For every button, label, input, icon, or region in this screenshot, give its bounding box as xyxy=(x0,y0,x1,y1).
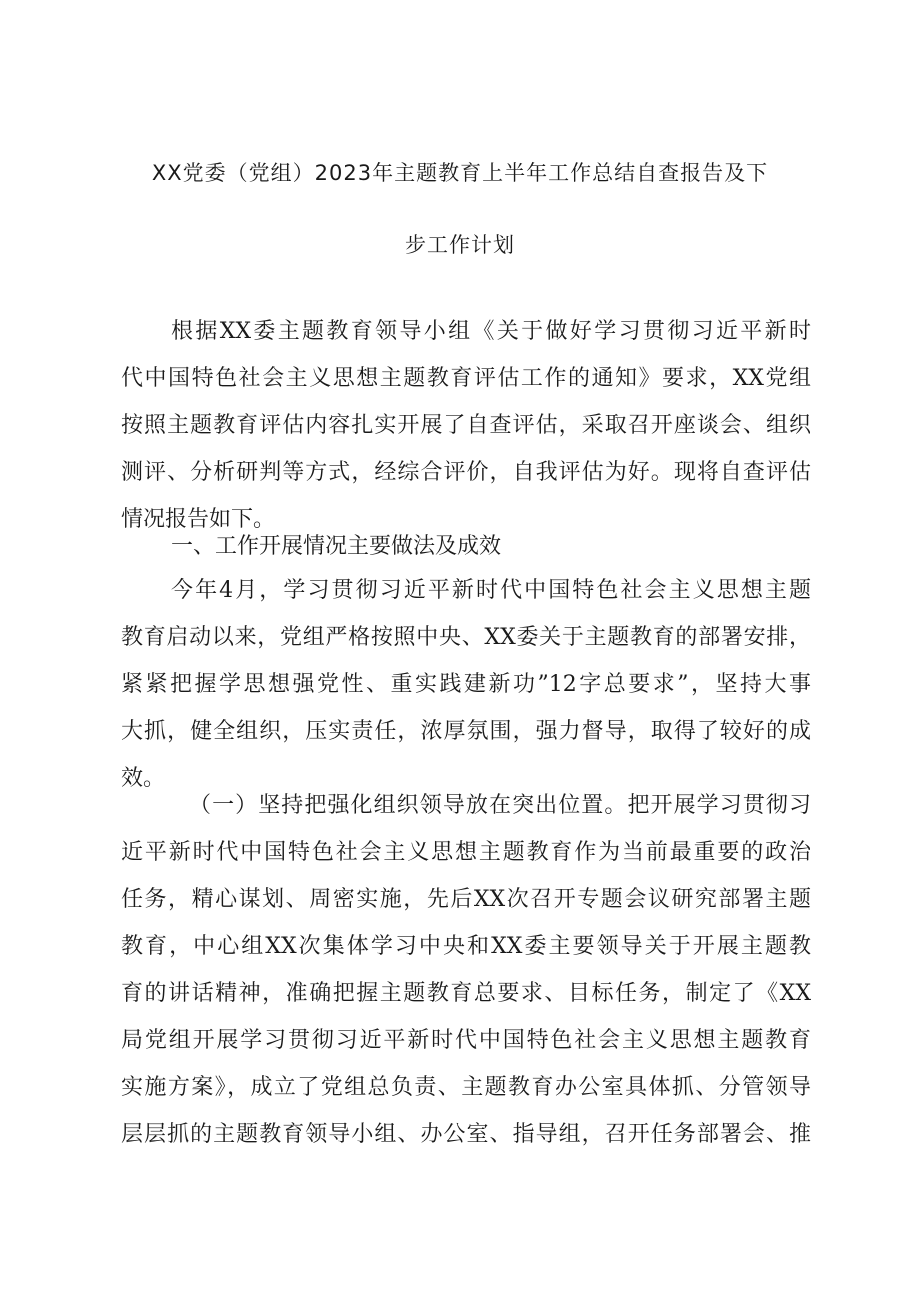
intro-paragraph xyxy=(121,308,811,543)
section-heading xyxy=(121,523,811,570)
paragraph-line: 大抓，健全组织，压实责任，浓厚氛围，强力督导，取得了较好的成 xyxy=(121,719,811,744)
paragraph-line: 教育启动以来，党组严格按照中央、XX委关于主题教育的部署安排， xyxy=(121,625,811,650)
paragraph-line: 情况报告如下。 xyxy=(121,507,276,532)
paragraph-line: 测评、分析研判等方式，经综合评价，自我评估为好。现将自查评估 xyxy=(121,460,811,485)
document-title-line-1: XX党委（党组）2023年主题教育上半年工作总结自查报告及下 xyxy=(151,161,769,185)
paragraph-line: 根据XX委主题教育领导小组《关于做好学习贯彻习近平新时 xyxy=(171,319,811,344)
paragraph-line: 紧紧把握学思想强党性、重实践建新功”12字总要求”，坚持大事 xyxy=(121,672,811,697)
body-paragraph xyxy=(121,567,811,802)
paragraph-line: 代中国特色社会主义思想主题教育评估工作的通知》要求，XX党组 xyxy=(121,366,811,391)
paragraph-line: 任务，精心谋划、周密实施，先后XX次召开专题会议研究部署主题 xyxy=(121,887,811,912)
document-title-line-2: 步工作计划 xyxy=(405,233,515,257)
paragraph-line: 实施方案》，成立了党组总负责、主题教育办公室具体抓、分管领导 xyxy=(121,1075,811,1100)
paragraph-line: 育的讲话精神，准确把握主题教育总要求、目标任务，制定了《XX xyxy=(121,981,811,1006)
section-heading-text: 一、工作开展情况主要做法及成效 xyxy=(171,534,502,559)
body-paragraph xyxy=(121,782,811,1158)
paragraph-line: 效。 xyxy=(121,766,166,791)
paragraph-line: 按照主题教育评估内容扎实开展了自查评估，采取召开座谈会、组织 xyxy=(121,413,811,438)
paragraph-line: 近平新时代中国特色社会主义思想主题教育作为当前最重要的政治 xyxy=(121,840,811,865)
paragraph-line: （一）坚持把强化组织领导放在突出位置。把开展学习贯彻习 xyxy=(189,793,811,818)
paragraph-line: 今年4月，学习贯彻习近平新时代中国特色社会主义思想主题 xyxy=(171,578,811,603)
paragraph-line: 层层抓的主题教育领导小组、办公室、指导组，召开任务部署会、推 xyxy=(121,1122,811,1147)
paragraph-line: 局党组开展学习贯彻习近平新时代中国特色社会主义思想主题教育 xyxy=(121,1028,811,1053)
paragraph-line: 教育，中心组XX次集体学习中央和XX委主要领导关于开展主题教 xyxy=(121,934,811,959)
